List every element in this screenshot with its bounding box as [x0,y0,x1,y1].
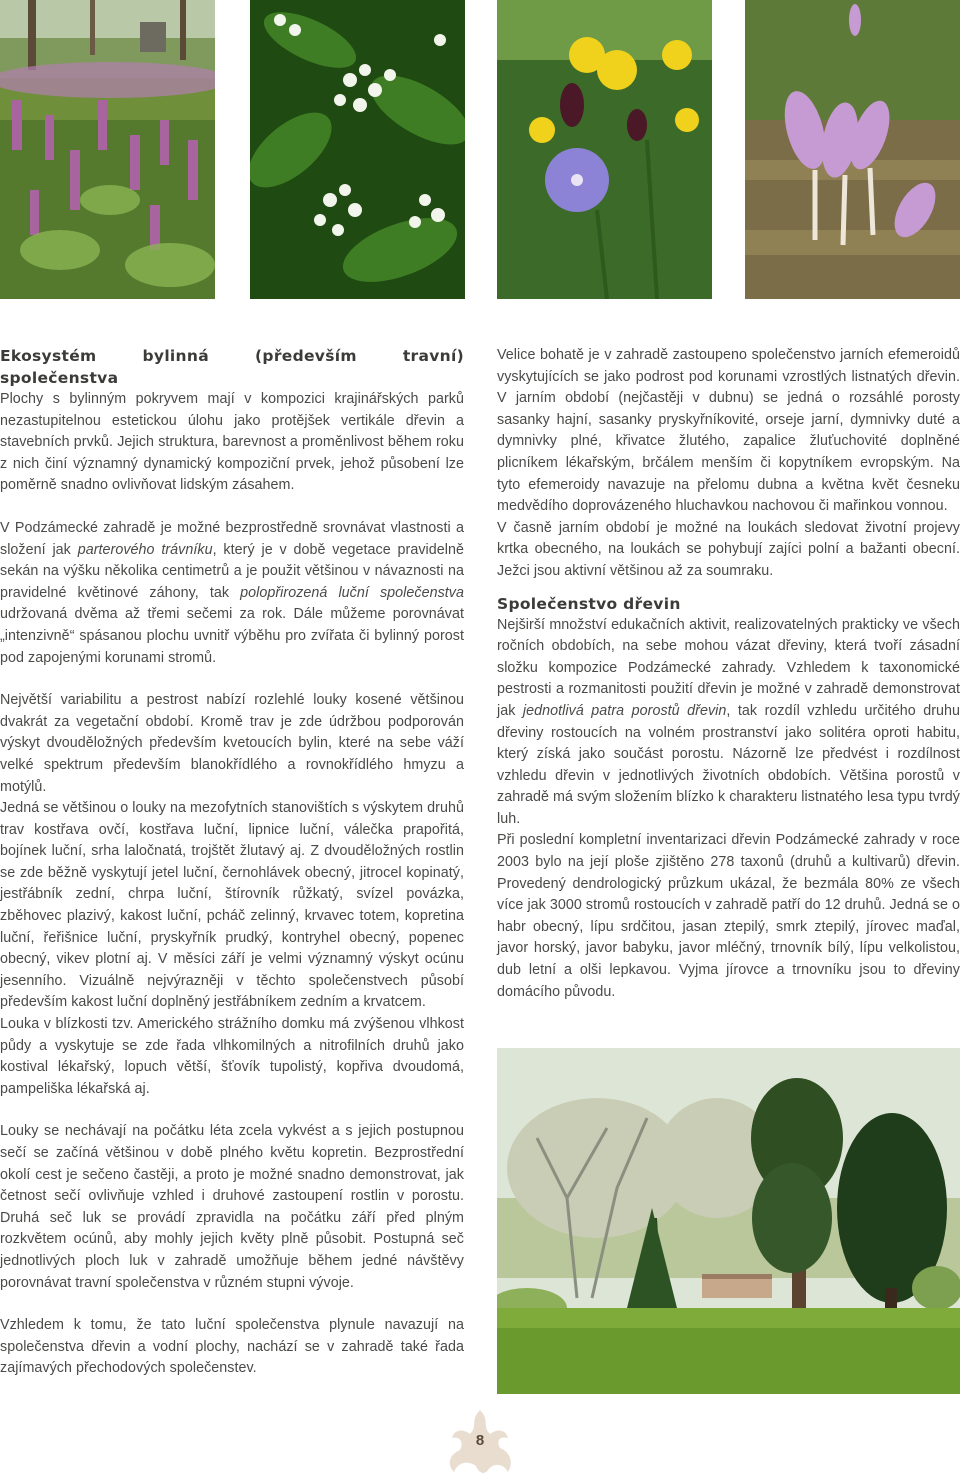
paragraph: Největší variabilitu a pestrost nabízí rozlehlé louky kosené většinou dvakrát za vegetační období. Kromě trav je zde údržbou podporován výskyt dvouděložných především kvetoucích bylin, které na sebe váží velké spektrum především blanokřídlého a rovnokřídlého hmyzu a motýlů. [0,692,464,795]
paragraph: V časně jarním období je možné na loukách sledovat životní projevy krtka obecného, na loukách se pohybují zajíci polní a bažanti obecní. Ježci jsou aktivní většinou až za soumraku. [497,519,960,579]
paragraph [497,615,960,831]
text: , který je v době vegetace pravidelně sekán na výšku několika centimetrů a je použit většinou v návaznosti na pravidelné květinové záhony, tak [0,541,464,601]
page-number-area [440,1408,520,1478]
paragraph: Plochy s bylinným pokryvem mají v kompozici krajinářských parků nezastupitelnou estetickou úlohu jako protějšek vertikále dřevin a stavebních prvků. Jejich struktura, barevnost a proměnlivost během roku z nich činí významný dynamický kompoziční prvek, jehož působení lze poměrně snadno ovlivňovat lidským zásahem. [0,391,464,494]
paragraph [0,518,464,669]
page-number: 8 [475,1432,485,1449]
meadow-corydalis-photo [0,0,215,299]
paragraph: Jedná se většinou o louky na mezofytních stanovištích s výskytem druhů trav kostřava ovčí, kostřava luční, lipnice luční, válečka prapořitá, bojínek luční, srha laločnatá, trojštět žlutavý aj. Z dvouděložných rostlin se zde běžně vyskytují jetel luční, černohlávek obecný, jitrocel kopinatý, jestřábník zední, chrpa luční, štírovník růžkatý, svízel povázka, zběhovec plazivý, kakost luční, pcháč zelinný, krvavec totem, kopretina luční, řeřišnice luční, pryskyřník prudký, kontryhel obecný, popenec obecný, vikev plotní aj. V měsíci září je velmi významný výskyt ocúnu jesenního. Vizuálně nejvýrazněji v těchto společenstvech působí především kakost luční doplněný jestřábníkem zedním a krvatcem. [0,800,464,1011]
text: udržovaná dvěma až třemi sečemi za rok. Dále můžeme porovnávat „intenzivně“ spásanou plochu uvnitř výběhu pro zvířata či bylinný porost pod zapojenými korunami stromů. [0,606,464,666]
section-heading-woody: Společenstvo dřevin [497,594,681,613]
emphasis: jednotlivá patra porostů dřevin [522,702,727,719]
text: , tak rozdíl vzhledu určitého druhu dřeviny rostoucích na volném prostranství jako solitéra oproti habitu, který získá jako součást porostu. Názorně lze předvést i rozdílnost vzhledu dřevin v jednotlivých životních obdobích. Většina porostů v zahradě má svým složením blízko k charakteru listnatého lesa typu tvrdý luh. [497,702,960,827]
paragraph: Louky se nechávají na počátku léta zcela vykvést a s jejich postupnou sečí se začíná většinou v době plného květu kopretin. Bezprostřední okolí cest je sečeno častěji, a proto je možné snadno demonstrovat, jak četnost sečí ovlivňuje vzhled i druhové zastoupení rostlin v porostu. Druhá seč luk se provádí zpravidla na počátku září před plným rozkvětem ocúnů, aby mohly jejich květy plně působit. Postupná seč jednotlivých ploch luk v zahradě umožňuje během jedné návštěvy porovnávat travní společenstva v různém stupni vývoje. [0,1123,464,1291]
right-column [497,345,960,1003]
paragraph: Velice bohatě je v zahradě zastoupeno společenstvo jarních efemeroidů vyskytujících se jako podrost pod korunami vzrostlých listnatých dřevin. V jarním období (nejčastěji v dubnu) se jedná o rozsáhlé porosty sasanky hajní, sasanky pryskyřníkovité, orseje jarní, dymnivky duté a dymnivky plné, křivatce žlutého, zapalice žluťuchovité doplněné plicníkem lékařským, brčálem menším či kopytníkem evropským. Na tyto efemeroidy navazuje na přelomu dubna a května květ česneku medvědího doprovázeného hluchavkou nachovou či mařinkou vonnou. [497,347,960,515]
paragraph: Při poslední kompletní inventarizaci dřevin Podzámecké zahrady v roce 2003 bylo na její ploše zjištěno 278 taxonů (druhů a kultivarů) dřevin. Provedený dendrologický průzkum ukázal, že bezmála 80% ze všech více jak 3000 stromů rostoucích v zahradě patří do 12 druhů. Jedná se o habr obecný, lípu srdčitou, jasan ztepilý, smrk ztepilý, jírovec maďal, javor horský, javor babyku, javor mléčný, trnovník bílý, lípu velkolistou, dub letní a olši lepkavou. Vyjma jírovce a trnovníku jsou to dřeviny domácího původu. [497,832,960,1000]
section-heading-herbaceous: Ekosystém bylinná (především travní) společenstva [0,347,464,387]
left-column [0,345,464,1380]
text: Nejširší množství edukačních aktivit, realizovatelných prakticky ve všech ročních obdobích, na sebe mohou vázat dřeviny, která tvoří zásadní složku kompozice Podzámecké zahrady. Vzhledem k taxonomické pestrosti a rozmanitosti použití dřevin je možné v zahradě demonstrovat jak [497,616,960,719]
text: V Podzámecké zahradě je možné bezprostředně srovnávat vlastnosti a složení jak [0,519,464,558]
paragraph: Louka v blízkosti tzv. Amerického strážního domku má zvýšenou vlhkost půdy a vyskytuje se zde řada vlhkomilných a nitrofilních druhů jako kostival lékařský, lopuch větší, šťovík tupolistý, kopřiva dvoudomá, pampeliška lékařská aj. [0,1016,464,1097]
emphasis: polopřirozená luční společenstva [240,584,464,601]
emphasis: parterového trávníku [77,541,213,558]
wild-garlic-photo [250,0,465,299]
paragraph: Vzhledem k tomu, že tato luční společenstva plynule navazují na společenstva dřevin a vodní plochy, nachází se v zahradě také řada zajímavých přechodových společenstev. [0,1317,464,1377]
trees-lawn-photo [497,1048,960,1394]
wildflowers-photo [497,0,712,299]
autumn-crocus-photo [745,0,960,299]
